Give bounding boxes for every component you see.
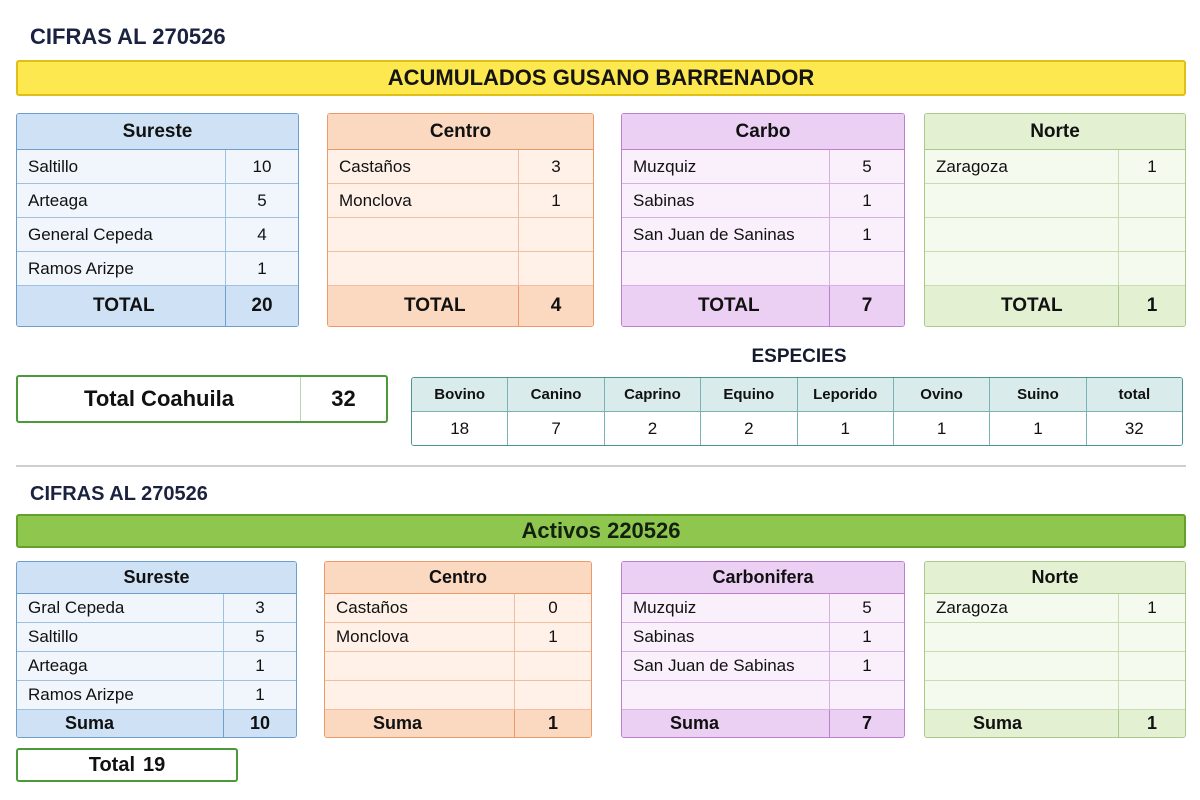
total-row bbox=[622, 286, 904, 326]
total-row bbox=[325, 710, 591, 737]
municipio-name bbox=[925, 681, 1119, 709]
total-label: TOTAL bbox=[17, 286, 226, 326]
table-row bbox=[325, 652, 591, 681]
municipio-name: Monclova bbox=[325, 623, 515, 651]
total-value: 1 bbox=[1146, 713, 1157, 733]
especies-table bbox=[411, 377, 1183, 446]
table-row bbox=[622, 594, 904, 623]
municipio-name: Castaños bbox=[325, 594, 515, 622]
municipio-count: 1 bbox=[862, 190, 872, 210]
municipio-name: Muzquiz bbox=[622, 594, 830, 622]
region-table-norte bbox=[924, 113, 1186, 327]
total-label: Suma bbox=[925, 710, 1119, 737]
especie-header: Caprino bbox=[605, 378, 701, 411]
municipio-name bbox=[925, 218, 1119, 251]
region-header: Centro bbox=[325, 562, 591, 594]
especie-value: 18 bbox=[412, 412, 508, 445]
total-value: 20 bbox=[251, 295, 273, 316]
activos-banner: Activos 220526 bbox=[16, 514, 1186, 548]
region-header: Sureste bbox=[17, 114, 298, 150]
municipio-name bbox=[325, 652, 515, 680]
municipio-name: Saltillo bbox=[17, 623, 224, 651]
section1-heading: CIFRAS AL 270526 bbox=[30, 24, 226, 49]
region-table-sureste bbox=[16, 561, 297, 738]
municipio-count: 10 bbox=[252, 156, 272, 176]
table-row bbox=[17, 252, 298, 286]
total-value: 1 bbox=[547, 713, 558, 733]
especie-header: total bbox=[1118, 386, 1151, 403]
municipio-name: Arteaga bbox=[17, 184, 226, 217]
table-row bbox=[17, 594, 296, 623]
table-row bbox=[328, 252, 593, 286]
total-value: 4 bbox=[550, 295, 562, 316]
especies-header-row bbox=[412, 378, 1182, 412]
municipio-name: Ramos Arizpe bbox=[17, 252, 226, 285]
municipio-name bbox=[622, 681, 830, 709]
municipio-count bbox=[519, 218, 593, 251]
total-coahuila-box bbox=[16, 375, 388, 423]
table-row bbox=[622, 252, 904, 286]
total-value: 7 bbox=[861, 713, 872, 733]
municipio-count bbox=[519, 252, 593, 285]
municipio-count: 1 bbox=[551, 190, 561, 210]
municipio-count bbox=[1119, 681, 1185, 709]
municipio-count: 5 bbox=[862, 156, 872, 176]
municipio-count: 1 bbox=[862, 224, 872, 244]
municipio-count bbox=[830, 252, 904, 285]
region-table-carbo bbox=[621, 113, 905, 327]
total-label: TOTAL bbox=[925, 286, 1119, 326]
table-row bbox=[17, 652, 296, 681]
municipio-count: 3 bbox=[551, 156, 561, 176]
municipio-count: 4 bbox=[257, 224, 267, 244]
activos-total-label: Total bbox=[88, 753, 136, 776]
region-table-norte bbox=[924, 561, 1186, 738]
municipio-count bbox=[830, 681, 904, 709]
municipio-name: Castaños bbox=[328, 150, 519, 183]
municipio-name: Monclova bbox=[328, 184, 519, 217]
total-coahuila-label: Total Coahuila bbox=[18, 377, 301, 421]
table-row bbox=[622, 623, 904, 652]
table-row bbox=[622, 150, 904, 184]
municipio-count bbox=[1119, 218, 1185, 251]
municipio-count: 3 bbox=[255, 598, 265, 617]
municipio-name bbox=[925, 184, 1119, 217]
section2-heading: CIFRAS AL 270526 bbox=[30, 483, 208, 505]
municipio-count: 5 bbox=[257, 190, 267, 210]
table-row bbox=[925, 184, 1185, 218]
region-header: Centro bbox=[328, 114, 593, 150]
municipio-count bbox=[515, 652, 591, 680]
acumulados-banner: ACUMULADOS GUSANO BARRENADOR bbox=[16, 60, 1186, 96]
section-divider bbox=[16, 465, 1186, 467]
total-value: 1 bbox=[1146, 295, 1158, 316]
table-row bbox=[328, 150, 593, 184]
municipio-name: Ramos Arizpe bbox=[17, 681, 224, 709]
table-row bbox=[328, 218, 593, 252]
especie-value: 32 bbox=[1124, 418, 1144, 438]
municipio-name bbox=[328, 252, 519, 285]
table-row bbox=[622, 652, 904, 681]
total-value: 10 bbox=[249, 713, 271, 733]
table-row bbox=[925, 594, 1185, 623]
especie-value: 2 bbox=[701, 412, 797, 445]
total-label: Suma bbox=[17, 710, 224, 737]
municipio-count: 1 bbox=[862, 627, 872, 646]
municipio-count bbox=[1119, 252, 1185, 285]
region-header: Norte bbox=[925, 562, 1185, 594]
especie-header: Canino bbox=[508, 378, 604, 411]
especie-header: Bovino bbox=[412, 378, 508, 411]
table-row bbox=[925, 218, 1185, 252]
especies-title: ESPECIES bbox=[751, 346, 847, 367]
region-header: Sureste bbox=[17, 562, 296, 594]
table-row bbox=[925, 252, 1185, 286]
municipio-count: 1 bbox=[862, 656, 872, 675]
especies-value-row bbox=[412, 412, 1182, 445]
municipio-count: 1 bbox=[257, 258, 267, 278]
municipio-count: 1 bbox=[255, 685, 265, 704]
table-row bbox=[325, 681, 591, 710]
municipio-count: 1 bbox=[548, 627, 558, 646]
municipio-count: 5 bbox=[255, 627, 265, 646]
region-header: Norte bbox=[925, 114, 1185, 150]
municipio-name bbox=[325, 681, 515, 709]
total-row bbox=[925, 286, 1185, 326]
region-table-centro bbox=[327, 113, 594, 327]
municipio-name: Arteaga bbox=[17, 652, 224, 680]
municipio-name: Zaragoza bbox=[925, 150, 1119, 183]
municipio-count: 1 bbox=[1147, 598, 1157, 617]
municipio-name: San Juan de Saninas bbox=[622, 218, 830, 251]
region-header: Carbonifera bbox=[622, 562, 904, 594]
municipio-name: Sabinas bbox=[622, 184, 830, 217]
municipio-count: 0 bbox=[548, 598, 558, 617]
total-label: Suma bbox=[325, 710, 515, 737]
especie-value: 1 bbox=[990, 412, 1086, 445]
table-row bbox=[622, 681, 904, 710]
activos-total-value: 19 bbox=[143, 753, 166, 776]
especie-header: Equino bbox=[701, 378, 797, 411]
total-row bbox=[925, 710, 1185, 737]
especie-header: Ovino bbox=[894, 378, 990, 411]
municipio-name: Gral Cepeda bbox=[17, 594, 224, 622]
activos-total-box bbox=[16, 748, 238, 782]
table-row bbox=[17, 681, 296, 710]
table-row bbox=[325, 623, 591, 652]
table-row bbox=[622, 218, 904, 252]
municipio-name bbox=[925, 623, 1119, 651]
especie-value: 7 bbox=[508, 412, 604, 445]
municipio-count bbox=[1119, 623, 1185, 651]
table-row bbox=[17, 184, 298, 218]
municipio-count bbox=[515, 681, 591, 709]
table-row bbox=[17, 150, 298, 184]
municipio-count: 5 bbox=[862, 598, 872, 617]
especie-value: 1 bbox=[894, 412, 990, 445]
table-row bbox=[328, 184, 593, 218]
municipio-name: Saltillo bbox=[17, 150, 226, 183]
region-table-carbonifera bbox=[621, 561, 905, 738]
total-label: Suma bbox=[622, 710, 830, 737]
total-row bbox=[622, 710, 904, 737]
municipio-name: San Juan de Sabinas bbox=[622, 652, 830, 680]
region-table-sureste bbox=[16, 113, 299, 327]
municipio-name bbox=[328, 218, 519, 251]
total-row bbox=[328, 286, 593, 326]
total-label: TOTAL bbox=[622, 286, 830, 326]
table-row bbox=[925, 623, 1185, 652]
table-row bbox=[925, 681, 1185, 710]
table-row bbox=[17, 623, 296, 652]
municipio-count bbox=[1119, 184, 1185, 217]
municipio-name bbox=[622, 252, 830, 285]
table-row bbox=[925, 652, 1185, 681]
region-header: Carbo bbox=[622, 114, 904, 150]
total-row bbox=[17, 286, 298, 326]
especie-header: Suino bbox=[990, 378, 1086, 411]
total-label: TOTAL bbox=[328, 286, 519, 326]
especie-value: 1 bbox=[798, 412, 894, 445]
municipio-name: Sabinas bbox=[622, 623, 830, 651]
especie-header: Leporido bbox=[798, 378, 894, 411]
total-value: 7 bbox=[861, 295, 873, 316]
table-row bbox=[622, 184, 904, 218]
table-row bbox=[17, 218, 298, 252]
especie-value: 2 bbox=[605, 412, 701, 445]
table-row bbox=[925, 150, 1185, 184]
municipio-name: Zaragoza bbox=[925, 594, 1119, 622]
municipio-count: 1 bbox=[1147, 156, 1157, 176]
municipio-count: 1 bbox=[255, 656, 265, 675]
municipio-count bbox=[1119, 652, 1185, 680]
region-table-centro bbox=[324, 561, 592, 738]
total-coahuila-value: 32 bbox=[331, 386, 356, 411]
table-row bbox=[325, 594, 591, 623]
total-row bbox=[17, 710, 296, 737]
municipio-name bbox=[925, 252, 1119, 285]
municipio-name: Muzquiz bbox=[622, 150, 830, 183]
municipio-name: General Cepeda bbox=[17, 218, 226, 251]
municipio-name bbox=[925, 652, 1119, 680]
